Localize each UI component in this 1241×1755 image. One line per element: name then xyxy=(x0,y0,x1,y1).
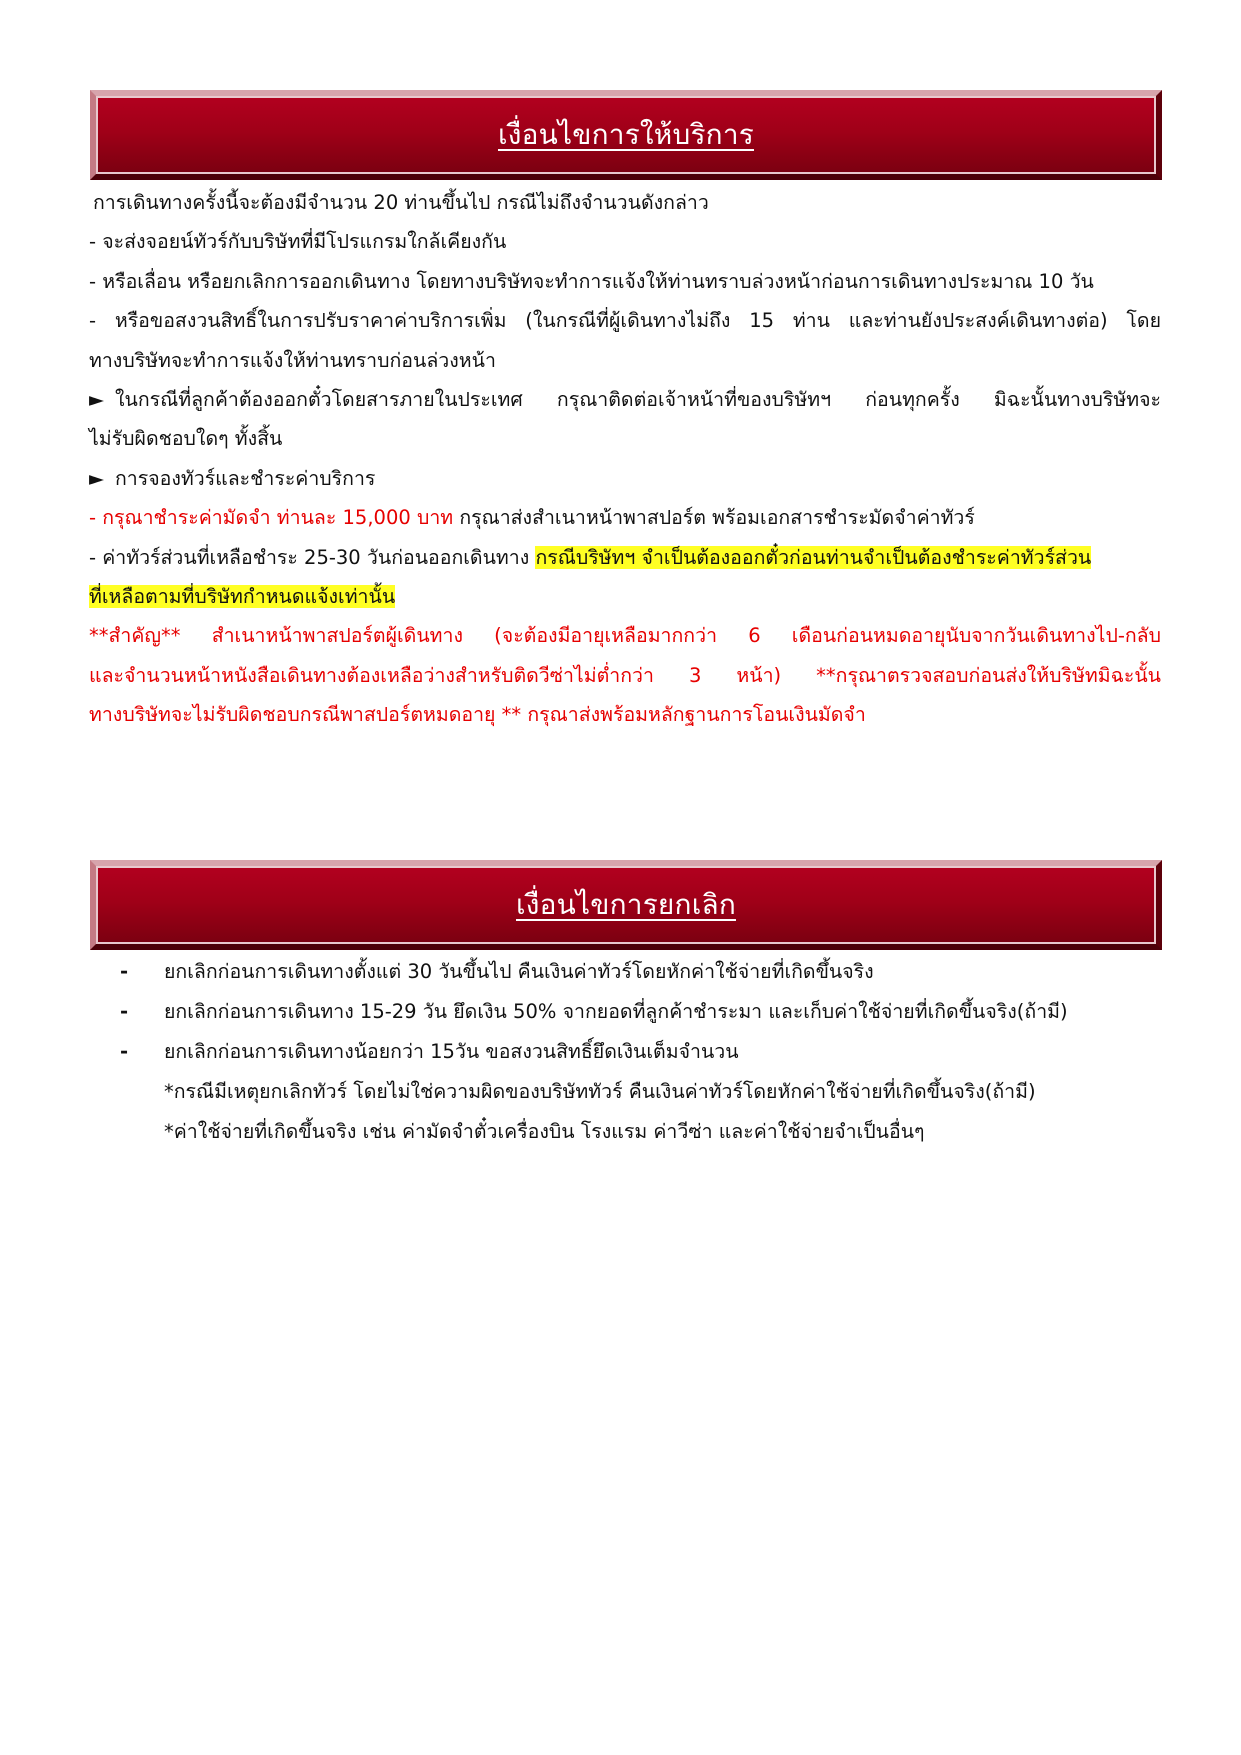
price-adjust-line-1: - หรือขอสงวนสิทธิ์ในการปรับราคาค่าบริการเพิ่ม (ในกรณีที่ผู้เดินทางไม่ถึง 15 ท่าน และท่านยังประสงค์เดินทางต่อ) โดย xyxy=(89,309,1161,333)
cancel-conditions-banner xyxy=(90,860,1162,950)
arrow-right-icon: ► xyxy=(89,466,104,490)
important-line-1: **สำคัญ** สำเนาหน้าพาสปอร์ตผู้เดินทาง (จะต้องมีอายุเหลือมากกว่า 6 เดือนก่อนหมดอายุนับจากวันเดินทางไป-กลับ xyxy=(89,624,1161,648)
balance-line-1 xyxy=(89,538,1161,577)
domestic-ticket-text-1: ในกรณีที่ลูกค้าต้องออกตั๋วโดยสารภายในประเทศ กรุณาติดต่อเจ้าหน้าที่ของบริษัทฯ ก่อนทุกครั้ง มิฉะนั้นทางบริษัทจะ xyxy=(115,388,1161,412)
cancel-item-text: ยกเลิกก่อนการเดินทางตั้งแต่ 30 วันขึ้นไป คืนเงินค่าทัวร์โดยหักค่าใช้จ่ายที่เกิดขึ้นจริง xyxy=(164,960,874,983)
bullet-dash: - xyxy=(120,960,129,983)
postpone-line: - หรือเลื่อน หรือยกเลิกการออกเดินทาง โดยทางบริษัทจะทำการแจ้งให้ท่านทราบล่วงหน้าก่อนการเดินทางประมาณ 10 วัน xyxy=(89,269,1094,293)
cancel-note: *ค่าใช้จ่ายที่เกิดขึ้นจริง เช่น ค่ามัดจำตั๋วเครื่องบิน โรงแรม ค่าวีซ่า และค่าใช้จ่ายจำเป็นอื่นๆ xyxy=(164,1120,925,1143)
domestic-ticket-line-1 xyxy=(89,380,1161,419)
balance-highlight-text-2: ที่เหลือตามที่บริษัทกำหนดแจ้งเท่านั้น xyxy=(89,585,396,609)
important-line-2: และจำนวนหน้าหนังสือเดินทางต้องเหลือว่างสำหรับติดวีซ่าไม่ต่ำกว่า 3 หน้า) **กรุณาตรวจสอบก่อนส่งให้บริษัทมิฉะนั้น xyxy=(89,663,1161,687)
bullet-dash: - xyxy=(120,1040,129,1063)
service-conditions-banner xyxy=(90,90,1162,180)
list-item xyxy=(120,992,1160,1032)
intro-line: การเดินทางครั้งนี้จะต้องมีจำนวน 20 ท่านขึ้นไป กรณีไม่ถึงจำนวนดังกล่าว xyxy=(93,191,709,214)
service-conditions-body xyxy=(89,183,1161,735)
important-line-3: ทางบริษัทจะไม่รับผิดชอบกรณีพาสปอร์ตหมดอายุ ** กรุณาส่งพร้อมหลักฐานการโอนเงินมัดจำ xyxy=(89,703,866,727)
join-tour-line: - จะส่งจอยน์ทัวร์กับบริษัทที่มีโปรแกรมใกล้เคียงกัน xyxy=(89,230,507,254)
cancel-note: *กรณีมีเหตุยกเลิกทัวร์ โดยไม่ใช่ความผิดของบริษัททัวร์ คืนเงินค่าทัวร์โดยหักค่าใช้จ่ายที่เกิดขึ้นจริง(ถ้ามี) xyxy=(164,1080,1036,1103)
price-adjust-line-2: ทางบริษัทจะทำการแจ้งให้ท่านทราบก่อนล่วงหน้า xyxy=(89,348,496,372)
booking-heading-line xyxy=(89,459,1161,498)
bullet-dash: - xyxy=(120,1000,129,1023)
list-item xyxy=(120,1032,1160,1072)
balance-line-2 xyxy=(89,577,1161,616)
list-item xyxy=(120,952,1160,992)
cancel-conditions-title: เงื่อนไขการยกเลิก xyxy=(516,888,736,921)
domestic-ticket-line-2: ไม่รับผิดชอบใดๆ ทั้งสิ้น xyxy=(89,427,283,451)
cancel-conditions-list xyxy=(120,952,1160,1152)
cancel-item-text: ยกเลิกก่อนการเดินทาง 15-29 วัน ยึดเงิน 50% จากยอดที่ลูกค้าชำระมา และเก็บค่าใช้จ่ายที่เกิดขึ้นจริง(ถ้ามี) xyxy=(164,1000,1068,1023)
balance-highlight-text-1: กรณีบริษัทฯ จำเป็นต้องออกตั๋วก่อนท่านจำเป็นต้องชำระค่าทัวร์ส่วน xyxy=(535,545,1092,569)
deposit-rest-text: กรุณาส่งสำเนาหน้าพาสปอร์ต พร้อมเอกสารชำระมัดจำค่าทัวร์ xyxy=(453,506,975,530)
cancel-item-text: ยกเลิกก่อนการเดินทางน้อยกว่า 15วัน ขอสงวนสิทธิ์ยึดเงินเต็มจำนวน xyxy=(164,1040,739,1063)
booking-heading-text: การจองทัวร์และชำระค่าบริการ xyxy=(115,466,376,490)
arrow-right-icon: ► xyxy=(89,388,104,412)
deposit-red-text: - กรุณาชำระค่ามัดจำ ท่านละ 15,000 บาท xyxy=(89,506,454,530)
deposit-line xyxy=(89,498,1161,537)
balance-plain-text: - ค่าทัวร์ส่วนที่เหลือชำระ 25-30 วันก่อนออกเดินทาง xyxy=(89,545,536,569)
service-conditions-title: เงื่อนไขการให้บริการ xyxy=(498,118,754,151)
